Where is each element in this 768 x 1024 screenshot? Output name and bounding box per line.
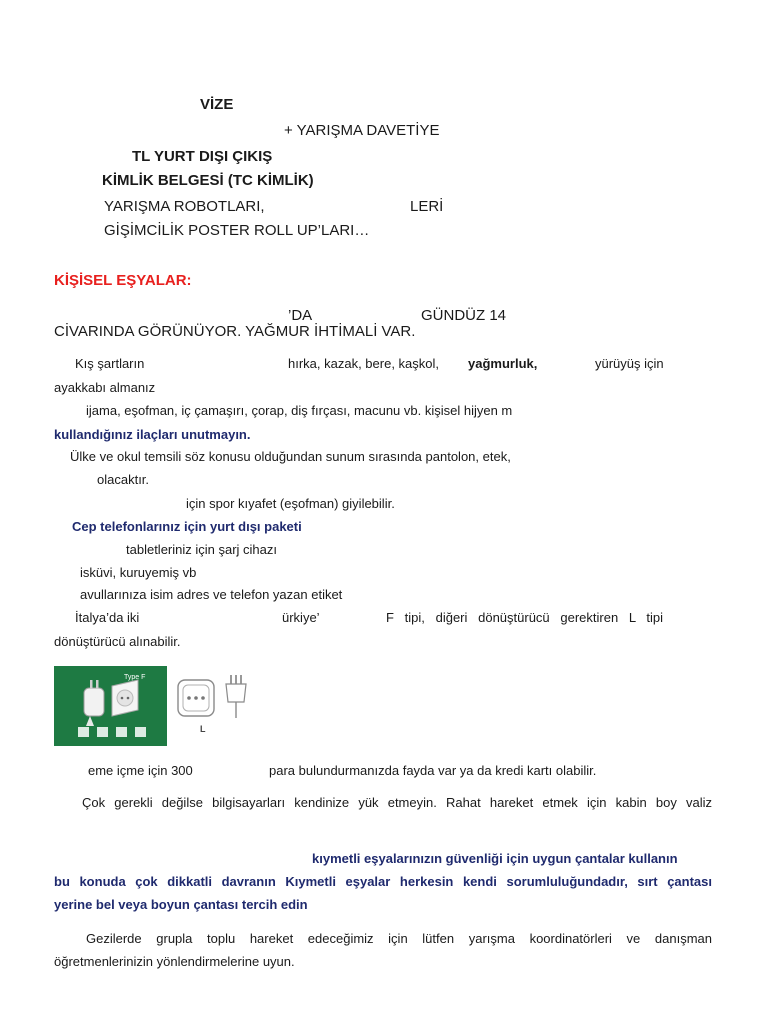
- italya-text-c: F tipi, diğeri dönüştürücü gerektiren L tipi: [386, 610, 663, 625]
- item-leri: LERİ: [410, 198, 444, 215]
- olacaktir-text: olacaktır.: [97, 472, 150, 487]
- type-f-label: Type F: [124, 674, 146, 681]
- gezi-line-1: Gezilerde grupla toplu hareket edeceğimiz için lütfen yarışma koordinatörleri ve danışman: [86, 931, 712, 946]
- kiymetli-line-3: yerine bel veya boyun çantası tercih edin: [54, 897, 308, 912]
- type-l-plug-illustration: [174, 672, 250, 738]
- kiymetli-line-1: kıymetli eşyalarınızın güvenliği için uygun çantalar kullanın: [312, 851, 678, 866]
- icme-text-b: para bulundurmanızda fayda var ya da kredi kartı olabilir.: [269, 763, 597, 778]
- kis-text-a: Kış şartların: [75, 356, 145, 371]
- spor-text: için spor kıyafet (eşofman) giyilebilir.: [186, 496, 395, 511]
- pijama-text: ijama, eşofman, iç çamaşırı, çorap, diş fırçası, macunu vb. kişisel hijyen m: [86, 403, 513, 418]
- weather-da: ’DA: [288, 307, 313, 324]
- type-f-plug-illustration: [54, 666, 167, 746]
- item-davetiye: + YARIŞMA DAVETİYE: [284, 122, 440, 139]
- kis-text-bold: yağmurluk,: [468, 356, 538, 371]
- gezi-line-2: öğretmenlerinizin yönlendirmelerine uyun.: [54, 954, 295, 969]
- ayakkabi-text: ayakkabı almanız: [54, 380, 156, 395]
- biskuvi-text: isküvi, kuruyemiş vb: [80, 565, 197, 580]
- item-vize: VİZE: [200, 96, 234, 113]
- item-robotlar: YARIŞMA ROBOTLARI,: [104, 198, 265, 215]
- tablet-text: tabletleriniz için şarj cihazı: [126, 542, 278, 557]
- weather-gunduz: GÜNDÜZ 14: [421, 307, 507, 324]
- cep-text: Cep telefonlarınız için yurt dışı paketi: [72, 519, 302, 534]
- item-yurt-disi: TL YURT DIŞI ÇIKIŞ: [132, 148, 273, 165]
- donustur-text: dönüştürücü alınabilir.: [54, 634, 181, 649]
- icme-text-a: eme içme için 300: [88, 763, 193, 778]
- type-l-plug-image: [174, 672, 250, 738]
- weather-line2: CİVARINDA GÖRÜNÜYOR. YAĞMUR İHTİMALİ VAR.: [54, 323, 416, 340]
- ulke-text: Ülke ve okul temsili söz konusu olduğundan sunum sırasında pantolon, etek,: [70, 449, 511, 464]
- bilgisayar-text: Çok gerekli değilse bilgisayarları kendinize yük etmeyin. Rahat hareket etmek için kabin boy valiz: [82, 795, 712, 810]
- ilac-text: kullandığınız ilaçları unutmayın.: [54, 427, 251, 442]
- italya-text-a: İtalya’da iki: [75, 610, 140, 625]
- item-kimlik: KİMLİK BELGESİ (TC KİMLİK): [102, 172, 314, 189]
- section-title: KİŞİSEL EŞYALAR:: [54, 272, 192, 289]
- avuli-text: avullarınıza isim adres ve telefon yazan etiket: [80, 587, 343, 602]
- kiymetli-line-2: bu konuda çok dikkatli davranın Kıymetli eşyalar herkesin kendi sorumluluğundadır, sırt çantası: [54, 874, 712, 889]
- kis-text-b: hırka, kazak, bere, kaşkol,: [288, 356, 440, 371]
- italya-text-b: ürkiye’: [282, 610, 320, 625]
- type-l-label: L: [200, 724, 206, 734]
- item-poster: GİŞİMCİLİK POSTER ROLL UP’LARI…: [104, 222, 370, 239]
- type-f-plug-image: [54, 666, 167, 746]
- kis-text-c: yürüyüş için: [595, 356, 664, 371]
